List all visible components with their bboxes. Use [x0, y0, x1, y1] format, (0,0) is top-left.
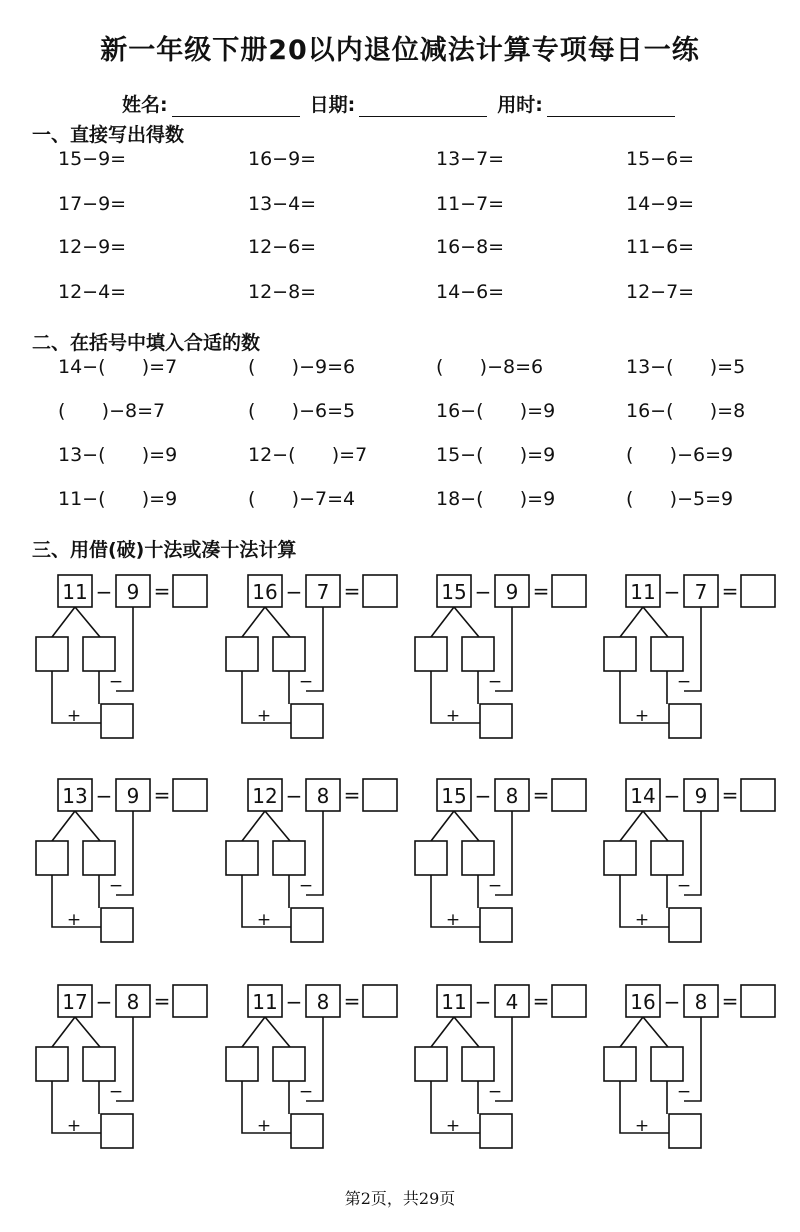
subtrahend-value: 4 — [505, 990, 519, 1014]
equals-sign: = — [153, 989, 171, 1013]
section2-problem: 13−( )=5 — [626, 356, 746, 378]
minuend-value: 12 — [252, 784, 278, 808]
result-box[interactable] — [101, 908, 133, 942]
split-box-right[interactable] — [651, 1047, 683, 1081]
result-box[interactable] — [291, 908, 323, 942]
result-box[interactable] — [480, 1114, 512, 1148]
answer-box[interactable] — [363, 575, 397, 607]
minus-sign: − — [108, 1082, 124, 1102]
subtrahend-value: 7 — [316, 580, 330, 604]
plus-sign: + — [634, 1116, 650, 1136]
result-box[interactable] — [669, 908, 701, 942]
plus-sign: + — [445, 1116, 461, 1136]
section2-problem: ( )−7=4 — [248, 488, 356, 510]
subtrahend-value: 9 — [126, 784, 140, 808]
section1-problem: 11−6= — [626, 236, 695, 258]
minuend-value: 11 — [630, 580, 656, 604]
connector-lines — [431, 1017, 512, 1133]
minuend-value: 17 — [62, 990, 88, 1014]
split-box-right[interactable] — [273, 841, 305, 875]
answer-box[interactable] — [741, 985, 775, 1017]
section1-problem: 17−9= — [58, 193, 127, 215]
equals-sign: = — [343, 989, 361, 1013]
split-box-right[interactable] — [83, 637, 115, 671]
minus-sign: − — [487, 672, 503, 692]
page-footer: 第2页，共29页 — [344, 1189, 456, 1208]
plus-sign: + — [66, 1116, 82, 1136]
section1-problem: 12−8= — [248, 281, 317, 303]
minuend-value: 16 — [630, 990, 656, 1014]
subtrahend-value: 8 — [694, 990, 708, 1014]
split-branch-lines — [431, 1017, 479, 1047]
split-box-left[interactable] — [36, 637, 68, 671]
result-box[interactable] — [101, 704, 133, 738]
split-box-right[interactable] — [462, 841, 494, 875]
minus-sign: − — [487, 876, 503, 896]
split-box-left[interactable] — [226, 841, 258, 875]
answer-box[interactable] — [173, 575, 207, 607]
plus-sign: + — [445, 706, 461, 726]
split-branch-lines — [52, 607, 100, 637]
answer-box[interactable] — [741, 575, 775, 607]
split-box-right[interactable] — [651, 637, 683, 671]
split-branch-lines — [431, 607, 479, 637]
minus-sign: − — [108, 876, 124, 896]
equals-sign: = — [343, 783, 361, 807]
connector-lines — [620, 1017, 701, 1133]
minuend-value: 11 — [252, 990, 278, 1014]
split-box-right[interactable] — [83, 841, 115, 875]
result-box[interactable] — [291, 1114, 323, 1148]
date-label: 日期: — [309, 94, 356, 116]
answer-box[interactable] — [363, 985, 397, 1017]
minus-sign: − — [474, 990, 492, 1014]
equals-sign: = — [721, 989, 739, 1013]
name-label: 姓名: — [122, 94, 168, 116]
answer-box[interactable] — [552, 779, 586, 811]
plus-sign: + — [445, 910, 461, 930]
page-title: 新一年级下册20以内退位减法计算专项每日一练 — [100, 35, 700, 66]
split-box-right[interactable] — [651, 841, 683, 875]
split-branch-lines — [52, 811, 100, 841]
split-box-right[interactable] — [273, 637, 305, 671]
section1-problem: 12−7= — [626, 281, 695, 303]
section2-problem: ( )−8=6 — [436, 356, 544, 378]
minus-sign: − — [298, 1082, 314, 1102]
minus-sign: − — [285, 580, 303, 604]
split-branch-lines — [242, 1017, 290, 1047]
minus-sign: − — [108, 672, 124, 692]
connector-lines — [431, 607, 512, 723]
section1-problem: 12−4= — [58, 281, 127, 303]
split-box-left[interactable] — [604, 1047, 636, 1081]
minuend-value: 14 — [630, 784, 656, 808]
split-box-left[interactable] — [415, 637, 447, 671]
subtrahend-value: 8 — [505, 784, 519, 808]
connector-lines — [620, 811, 701, 927]
section2-problem: ( )−6=9 — [626, 444, 734, 466]
minuend-value: 11 — [62, 580, 88, 604]
minus-sign: − — [663, 990, 681, 1014]
split-branch-lines — [620, 1017, 668, 1047]
minus-sign: − — [298, 672, 314, 692]
split-box-right[interactable] — [273, 1047, 305, 1081]
subtrahend-value: 7 — [694, 580, 708, 604]
subtrahend-value: 8 — [316, 784, 330, 808]
section1-problem: 14−9= — [626, 193, 695, 215]
equals-sign: = — [343, 579, 361, 603]
result-box[interactable] — [480, 704, 512, 738]
minus-sign: − — [95, 990, 113, 1014]
split-box-left[interactable] — [604, 637, 636, 671]
minus-sign: − — [285, 784, 303, 808]
result-box[interactable] — [669, 1114, 701, 1148]
section2-problem: 12−( )=7 — [248, 444, 368, 466]
section1-problem: 14−6= — [436, 281, 505, 303]
split-box-left[interactable] — [604, 841, 636, 875]
plus-sign: + — [256, 1116, 272, 1136]
connector-lines — [431, 811, 512, 927]
plus-sign: + — [66, 910, 82, 930]
split-box-right[interactable] — [462, 1047, 494, 1081]
section3-title: 三、用借(破)十法或凑十法计算 — [32, 539, 297, 561]
minuend-value: 13 — [62, 784, 88, 808]
answer-box[interactable] — [363, 779, 397, 811]
subtrahend-value: 8 — [316, 990, 330, 1014]
plus-sign: + — [634, 706, 650, 726]
section1-problem: 16−9= — [248, 148, 317, 170]
subtrahend-value: 8 — [126, 990, 140, 1014]
section1-problem: 15−6= — [626, 148, 695, 170]
connector-lines — [52, 607, 133, 723]
split-box-left[interactable] — [36, 841, 68, 875]
section2-problem: 11−( )=9 — [58, 488, 178, 510]
split-branch-lines — [242, 811, 290, 841]
equals-sign: = — [721, 783, 739, 807]
minuend-value: 15 — [441, 580, 467, 604]
minuend-value: 15 — [441, 784, 467, 808]
split-box-left[interactable] — [415, 1047, 447, 1081]
section1-problem: 13−4= — [248, 193, 317, 215]
section2-problem: 16−( )=8 — [626, 400, 746, 422]
section2-problem: 13−( )=9 — [58, 444, 178, 466]
answer-box[interactable] — [173, 779, 207, 811]
connector-lines — [52, 1017, 133, 1133]
minus-sign: − — [95, 784, 113, 808]
connector-lines — [242, 811, 323, 927]
minus-sign: − — [298, 876, 314, 896]
minus-sign: − — [663, 784, 681, 808]
equals-sign: = — [532, 783, 550, 807]
split-branch-lines — [620, 607, 668, 637]
section2-problem: 15−( )=9 — [436, 444, 556, 466]
section2-problem: 14−( )=7 — [58, 356, 178, 378]
section1-problem: 12−6= — [248, 236, 317, 258]
section2-problem: ( )−8=7 — [58, 400, 166, 422]
split-branch-lines — [431, 811, 479, 841]
plus-sign: + — [66, 706, 82, 726]
split-box-left[interactable] — [36, 1047, 68, 1081]
section1-problem: 12−9= — [58, 236, 127, 258]
section1-problem: 11−7= — [436, 193, 505, 215]
connector-lines — [52, 811, 133, 927]
section1-problem: 13−7= — [436, 148, 505, 170]
section1-problem: 16−8= — [436, 236, 505, 258]
time-label: 用时: — [497, 94, 543, 116]
split-box-right[interactable] — [462, 637, 494, 671]
result-box[interactable] — [669, 704, 701, 738]
plus-sign: + — [634, 910, 650, 930]
minuend-value: 16 — [252, 580, 278, 604]
split-box-left[interactable] — [415, 841, 447, 875]
equals-sign: = — [153, 783, 171, 807]
result-box[interactable] — [291, 704, 323, 738]
section2-problem: ( )−6=5 — [248, 400, 356, 422]
connector-lines — [242, 607, 323, 723]
subtrahend-value: 9 — [126, 580, 140, 604]
subtrahend-value: 9 — [505, 580, 519, 604]
plus-sign: + — [256, 910, 272, 930]
connector-lines — [620, 607, 701, 723]
split-branch-lines — [52, 1017, 100, 1047]
split-branch-lines — [242, 607, 290, 637]
minus-sign: − — [663, 580, 681, 604]
section2-problem: 18−( )=9 — [436, 488, 556, 510]
answer-box[interactable] — [173, 985, 207, 1017]
equals-sign: = — [532, 579, 550, 603]
answer-box[interactable] — [741, 779, 775, 811]
minuend-value: 11 — [441, 990, 467, 1014]
minus-sign: − — [676, 1082, 692, 1102]
minus-sign: − — [95, 580, 113, 604]
split-box-left[interactable] — [226, 1047, 258, 1081]
section2-problem: ( )−9=6 — [248, 356, 356, 378]
split-branch-lines — [620, 811, 668, 841]
result-box[interactable] — [480, 908, 512, 942]
minus-sign: − — [676, 672, 692, 692]
plus-sign: + — [256, 706, 272, 726]
section2-problem: ( )−5=9 — [626, 488, 734, 510]
answer-box[interactable] — [552, 985, 586, 1017]
equals-sign: = — [153, 579, 171, 603]
section2-title: 二、在括号中填入合适的数 — [32, 332, 261, 354]
answer-box[interactable] — [552, 575, 586, 607]
minus-sign: − — [474, 580, 492, 604]
connector-lines — [242, 1017, 323, 1133]
equals-sign: = — [721, 579, 739, 603]
minus-sign: − — [474, 784, 492, 808]
minus-sign: − — [676, 876, 692, 896]
section2-problem: 16−( )=9 — [436, 400, 556, 422]
section1-problem: 15−9= — [58, 148, 127, 170]
minus-sign: − — [285, 990, 303, 1014]
minus-sign: − — [487, 1082, 503, 1102]
split-box-right[interactable] — [83, 1047, 115, 1081]
result-box[interactable] — [101, 1114, 133, 1148]
equals-sign: = — [532, 989, 550, 1013]
section1-title: 一、直接写出得数 — [32, 124, 185, 146]
split-box-left[interactable] — [226, 637, 258, 671]
subtrahend-value: 9 — [694, 784, 708, 808]
